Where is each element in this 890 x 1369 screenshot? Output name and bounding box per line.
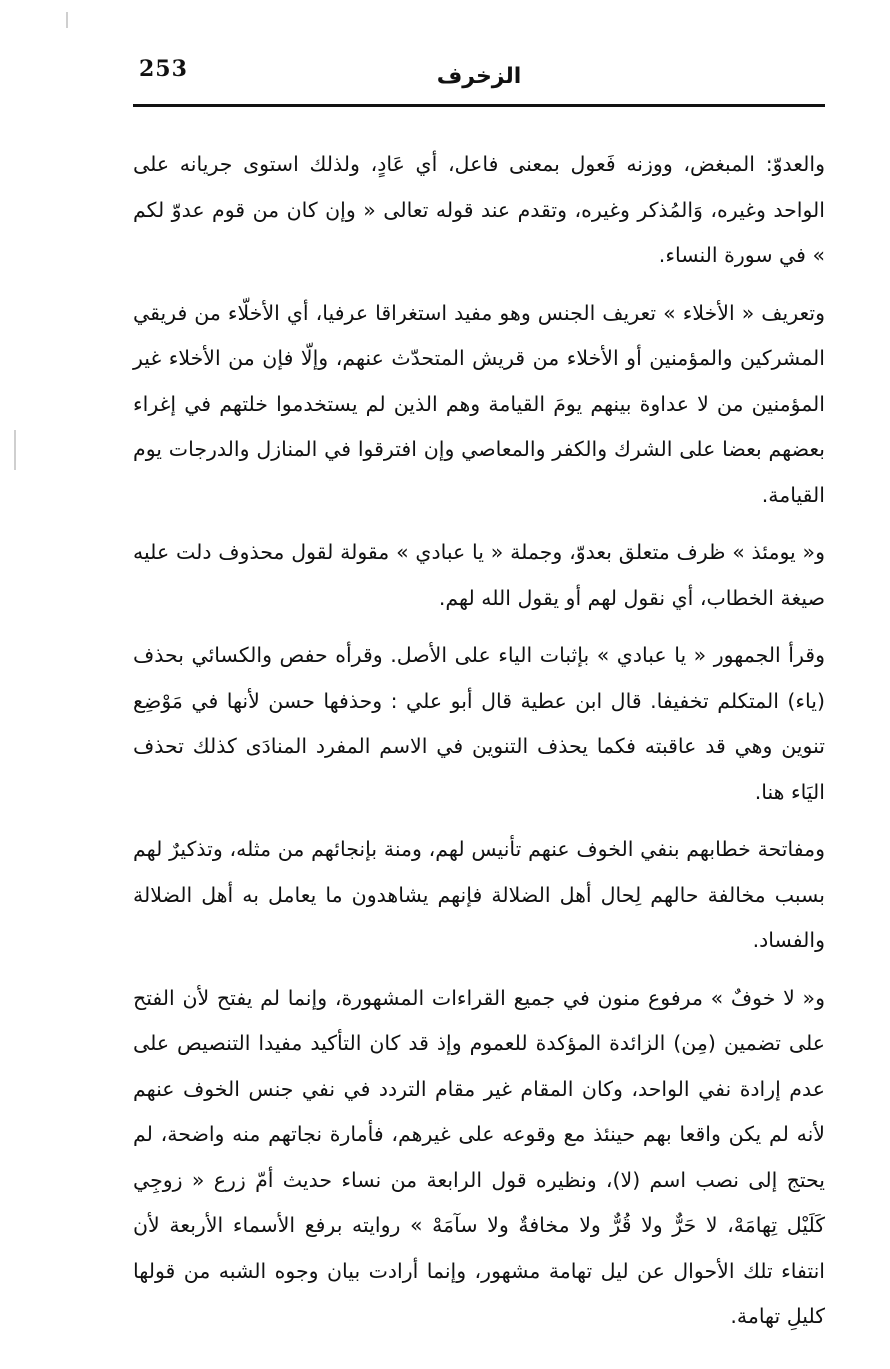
- page-header: [133, 52, 825, 108]
- running-title: الزخرف: [436, 64, 522, 89]
- paragraph: و« يومئذ » ظرف متعلق بعدوّ، وجملة « يا عبادي » مقولة لقول محذوف دلت عليه صيغة الخطاب، أي نقول لهم أو يقول الله لهم.: [133, 540, 825, 610]
- paragraph: والعدوّ: المبغض، ووزنه فَعول بمعنى فاعل، أي عَادٍ، ولذلك استوى جريانه على الواحد وغيره، وَالمُذكر وغيره، وتقدم عند قوله تعالى « وإن كان من قوم عدوّ لكم » في سورة النساء.: [133, 152, 825, 267]
- paragraph: وقرأ الجمهور « يا عبادي » بإثبات الياء على الأصل. وقرأه حفص والكسائي بحذف (ياء) المتكلم تخفيفا. قال ابن عطية قال أبو علي : وحذفها حسن لأنها في مَوْضِع تنوين وهي قد عاقبته فكما يحذف التنوين في الاسم المفرد المنادَى كذلك تحذف اليَاء هنا.: [133, 643, 825, 804]
- paragraph: ومفاتحة خطابهم بنفي الخوف عنهم تأنيس لهم، ومنة بإنجائهم من مثله، وتذكيرٌ لهم بسبب مخالفة حالهم لِحال أهل الضلالة فإنهم يشاهدون ما يعامل به أهل الضلالة والفساد.: [133, 837, 825, 952]
- body-text: [133, 142, 825, 1352]
- paragraph: وتعريف « الأخلاء » تعريف الجنس وهو مفيد استغراقا عرفيا، أي الأخلّاء من فريقي المشركين والمؤمنين أو الأخلاء من قريش المتحدّث عنهم، وإلّا فإن من الأخلاء غير المؤمنين من لا عداوة بينهم يومَ القيامة وهم الذين لم يستخدموا خلتهم في إغراء بعضهم بعضا على الشرك والكفر والمعاصي وإن افترقوا في المنازل والدرجات يوم القيامة.: [133, 300, 825, 507]
- margin-mark: [14, 430, 16, 470]
- paragraph: و« لا خوفٌ » مرفوع منون في جميع القراءات المشهورة، وإنما لم يفتح لأن الفتح على تضمين (مِن) الزائدة المؤكدة للعموم وإذ قد كان التأكيد مفيدا التنصيص على عدم إرادة نفي الواحد، وكان المقام غير مقام التردد في نفي جنس الخوف عنهم لأنه لم يكن واقعا بهم حينئذ مع وقوعه على غيرهم، فأمارة نجاتهم منه واضحة، لم يحتج إلى نصب اسم (لا)، ونظيره قول الرابعة من نساء حديث أمّ زرع « زوجِي كَلَيْل تِهامَهْ، لا حَرٌّ ولا قُرٌّ ولا مخافةٌ ولا سآمَهْ » روايته برفع الأسماء الأربعة لأن انتفاء تلك الأحوال عن ليل تهامة مشهور، وإنما أرادت بيان وجوه الشبه من قولها كليلِ تهامة.: [133, 985, 825, 1328]
- page-number: 253: [139, 56, 188, 82]
- margin-mark: [66, 12, 68, 28]
- header-rule: [133, 104, 825, 107]
